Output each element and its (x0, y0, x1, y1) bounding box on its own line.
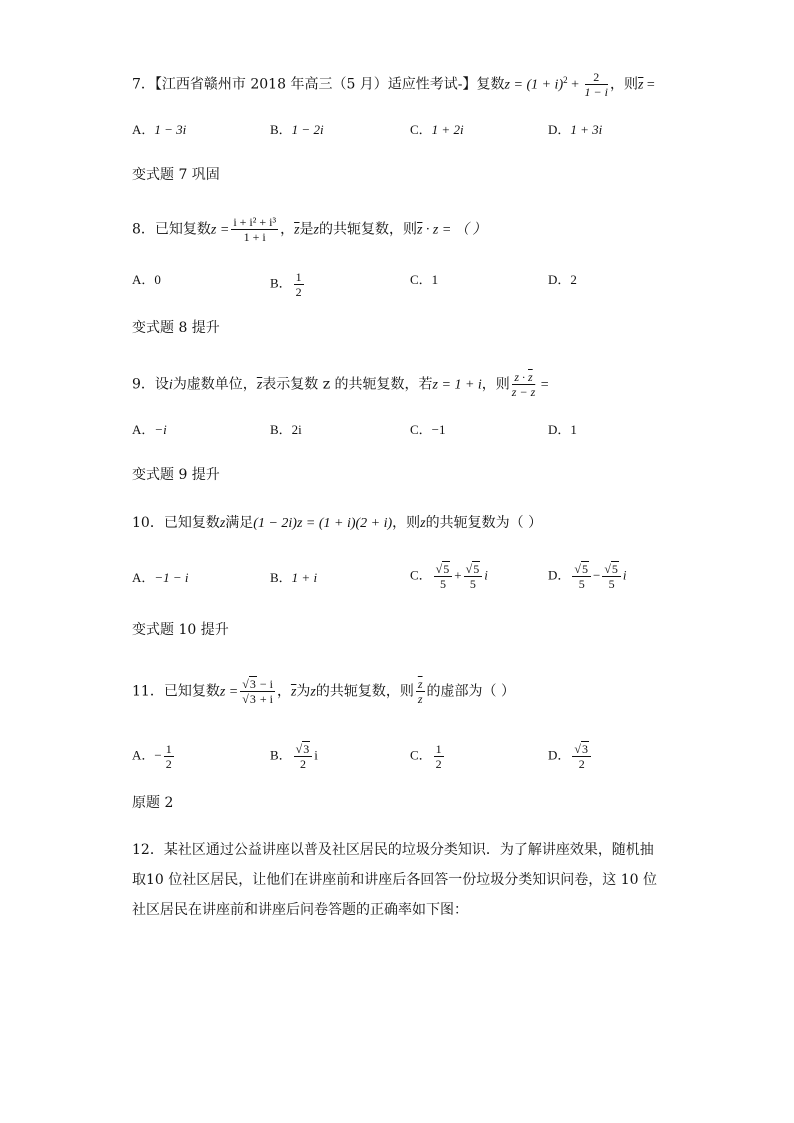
fraction-denominator: 5 (578, 577, 585, 591)
fraction-denominator: 2 (299, 757, 306, 771)
option-label: A． (132, 122, 155, 137)
math-fraction (602, 562, 621, 591)
math-variable: z (420, 516, 426, 531)
math-radicand: 3 (249, 677, 256, 691)
math-exponent: 2 (563, 75, 568, 85)
math-radicand: 5 (443, 562, 450, 576)
math-radicand: 5 (473, 562, 480, 576)
fraction-denominator: 2 (165, 757, 172, 771)
math-conjugate: $\overline{z}$ (530, 385, 536, 399)
option-d[interactable] (548, 120, 602, 140)
math-variable: i (314, 747, 318, 763)
fraction-denominator: 5 (608, 577, 615, 591)
section-heading: 变式题 8 提升 (132, 320, 220, 336)
option-c[interactable] (410, 420, 446, 440)
question-text: ， (276, 683, 291, 700)
question-text: ， (280, 221, 295, 238)
fraction-denominator: 1 − i (584, 85, 608, 100)
option-value: 1 − 2i (291, 122, 324, 137)
option-d[interactable] (548, 270, 577, 290)
question-text: ，则 (392, 515, 421, 531)
math-conjugate: $\overline{z}$ (290, 684, 297, 700)
section-heading: 变式题 7 巩固 (132, 167, 220, 183)
fraction-numerator: $\overline{z}$ (417, 677, 423, 691)
math-radicand: 3 (581, 742, 588, 756)
math-radicand: 5 (611, 562, 618, 576)
math-fraction (572, 742, 591, 771)
math-fraction (231, 215, 278, 244)
question-text: 为虚数单位， (172, 376, 257, 393)
math-operator: = (643, 77, 655, 93)
question-11 (132, 677, 515, 706)
question-text: 已知复数 (163, 515, 220, 531)
math-conjugate: $\overline{z}$ (637, 77, 644, 93)
option-label: B． (270, 122, 292, 137)
section-heading: 变式题 9 提升 (132, 467, 220, 483)
math-expression: z = (219, 684, 239, 700)
math-conjugate: $\overline{z}$ (528, 370, 533, 384)
option-value: 1 (570, 422, 577, 437)
math-expression: · z = （ ） (422, 222, 487, 238)
section-heading: 原题 2 (132, 795, 174, 811)
option-value: 2i (291, 422, 302, 437)
fraction-numerator: √3 − i (242, 677, 273, 691)
question-text: 已知复数 (154, 221, 211, 238)
option-a[interactable] (132, 420, 167, 440)
question-10 (132, 513, 542, 534)
option-value: 1 + i (291, 570, 318, 585)
math-conjugate: $\overline{z}$ (256, 377, 263, 393)
fraction-denominator: 2 (578, 757, 585, 771)
option-value: 0 (154, 272, 161, 287)
option-value: −i (154, 422, 167, 437)
option-a[interactable] (132, 742, 176, 771)
question-text: 为 (296, 683, 311, 700)
option-a[interactable] (132, 270, 161, 290)
math-radicand: 5 (581, 562, 588, 576)
fraction-denominator: √3 + i (242, 692, 273, 706)
math-expression: z − (511, 385, 531, 399)
math-fraction (416, 677, 425, 706)
option-d[interactable] (548, 562, 627, 591)
option-label: D． (548, 747, 571, 763)
math-fraction (434, 562, 453, 591)
math-expression: z = (1 + i) (504, 77, 564, 93)
math-fraction (240, 677, 275, 706)
fraction-numerator: √5 (464, 562, 483, 577)
fraction-numerator: i + i² + i³ (233, 215, 277, 229)
option-c[interactable] (410, 562, 488, 591)
math-fraction (294, 270, 304, 299)
option-label: D． (548, 122, 571, 137)
math-expression: z = 1 + i (432, 377, 482, 393)
math-expression: + i (256, 692, 273, 706)
math-conjugate: $\overline{z}$ (416, 222, 423, 238)
math-radicand: 3 (303, 742, 310, 756)
fraction-denominator (512, 385, 535, 399)
question-number: 8． (132, 221, 155, 238)
option-value: 1 (431, 272, 439, 287)
option-b[interactable] (270, 120, 324, 140)
math-variable: z (310, 684, 316, 700)
option-b[interactable] (270, 568, 317, 588)
math-expression: z = (210, 222, 230, 238)
option-a[interactable] (132, 120, 186, 140)
math-fraction (585, 70, 608, 99)
fraction-denominator: 5 (439, 577, 446, 591)
fraction-numerator: √5 (602, 562, 621, 577)
option-b[interactable] (270, 420, 302, 440)
question-number: 9． (132, 376, 155, 393)
question-number: 10． (132, 515, 164, 531)
question-8 (132, 215, 486, 244)
question-7 (132, 70, 655, 99)
option-label: C． (410, 122, 432, 137)
math-fraction (512, 370, 535, 399)
question-text: 表示复数 z 的共轭复数，若 (262, 376, 433, 393)
fraction-numerator: 1 (295, 270, 302, 284)
option-label: D． (548, 422, 571, 437)
math-expression: − i (256, 677, 273, 691)
fraction-numerator: √5 (572, 562, 591, 577)
math-expression: z · (514, 370, 528, 384)
math-operator: + (567, 77, 583, 93)
option-label: C． (410, 747, 432, 763)
question-text: 设 (154, 376, 169, 393)
option-label: A． (132, 570, 155, 585)
option-label: C． (410, 422, 432, 437)
math-variable: i (484, 567, 488, 583)
option-value: −1 − i (154, 570, 189, 585)
fraction-denominator: 1 + i (243, 230, 266, 244)
option-value: −1 (431, 422, 446, 437)
option-label: A． (132, 272, 155, 287)
fraction-numerator: 1 (435, 742, 442, 756)
option-d[interactable] (548, 742, 593, 771)
option-label: C． (410, 272, 432, 287)
math-operator: = (537, 377, 549, 393)
fraction-numerator: √5 (434, 562, 453, 577)
fraction-denominator: z (417, 692, 423, 706)
question-text: 的共轭复数为（ ） (425, 515, 543, 531)
question-text: 的共轭复数，则 (318, 221, 417, 238)
option-b[interactable] (270, 742, 318, 771)
question-text: ，则 (481, 376, 510, 393)
math-operator: − (592, 567, 601, 583)
question-text: ，则 (609, 76, 638, 93)
option-label: D． (548, 567, 571, 583)
question-number: 7． (132, 76, 155, 93)
question-12: 12．某社区通过公益讲座以普及社区居民的垃圾分类知识．为了解讲座效果，随机抽取10 位社区居民，让他们在讲座前和讲座后各回答一份垃圾分类知识问卷，这 10 位社区居民在讲座前和讲座后问卷答题的正确率如下图： (132, 842, 657, 918)
math-fraction (572, 562, 591, 591)
math-conjugate: $\overline{z}$ (294, 222, 300, 238)
option-c[interactable] (410, 742, 446, 771)
question-text: 复数 (476, 76, 505, 93)
question-text: 满足 (225, 515, 254, 531)
option-label: C． (410, 567, 432, 583)
option-value: 1 + 2i (431, 122, 464, 137)
option-value: 1 − 3i (154, 122, 187, 137)
math-operator: + (454, 567, 462, 583)
question-text: 的虚部为（ ） (426, 683, 515, 700)
section-heading: 变式题 10 提升 (132, 622, 229, 638)
math-variable: i (168, 377, 173, 393)
option-value: 1 + 3i (570, 122, 603, 137)
fraction-numerator: 1 (165, 742, 172, 756)
math-fraction (434, 742, 444, 771)
option-label: B． (270, 275, 292, 291)
option-c[interactable] (410, 120, 464, 140)
question-text: 是 (299, 221, 314, 238)
fraction-denominator: 2 (295, 285, 302, 299)
fraction-numerator: 2 (585, 70, 608, 85)
fraction-numerator: √3 (572, 742, 591, 757)
option-label: B． (270, 747, 292, 763)
math-fraction (164, 742, 174, 771)
fraction-numerator: √3 (294, 742, 313, 757)
question-text: 已知复数 (163, 683, 220, 700)
math-fraction (294, 742, 313, 771)
question-9 (132, 370, 549, 399)
math-radicand: 3 (249, 692, 256, 706)
math-variable: z (219, 516, 226, 531)
fraction-denominator: 5 (469, 577, 476, 591)
option-label: D． (548, 272, 571, 287)
option-b[interactable] (270, 270, 306, 299)
option-value: 2 (570, 272, 577, 287)
math-operator: − (154, 747, 162, 763)
question-source: 【江西省赣州市 2018 年高三（5 月）适应性考试-】 (154, 76, 477, 93)
question-number: 11． (132, 683, 164, 700)
math-fraction (464, 562, 483, 591)
fraction-denominator: 2 (435, 757, 442, 771)
math-variable: i (622, 567, 627, 583)
fraction-numerator (512, 370, 535, 385)
option-c[interactable] (410, 270, 438, 290)
option-label: B． (270, 570, 292, 585)
math-expression: (1 − 2i)z = (1 + i)(2 + i) (253, 516, 393, 531)
math-variable: z (313, 222, 319, 238)
option-a[interactable] (132, 568, 189, 588)
option-label: A． (132, 747, 155, 763)
question-text: 的共轭复数，则 (315, 683, 414, 700)
option-label: B． (270, 422, 292, 437)
option-d[interactable] (548, 420, 577, 440)
option-label: A． (132, 422, 155, 437)
